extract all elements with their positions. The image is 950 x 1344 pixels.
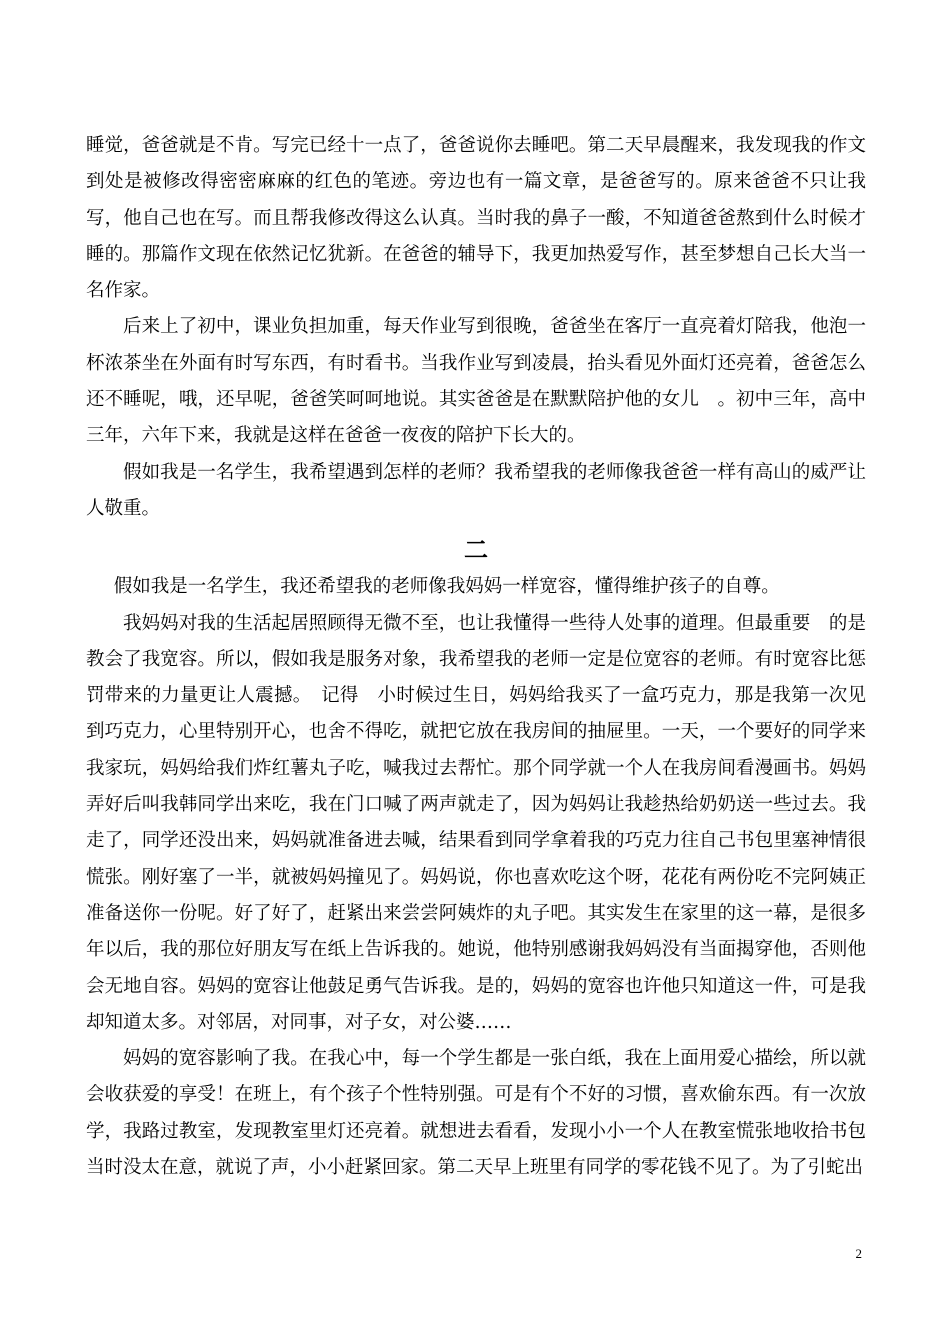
page-number: 2 (855, 1246, 862, 1261)
paragraph-2: 后来上了初中，课业负担加重，每天作业写到很晚，爸爸坐在客厅一直亮着灯陪我，他泡一杯浓茶坐在外面有时写东西，有时看书。当我作业写到凌晨，抬头看见外面灯还亮着，爸爸怎么还不睡呢，哦，还早呢，爸爸笑呵呵地说。其实爸爸是在默默陪护他的女儿 。初中三年，高中三年，六年下来，我就是这样在爸爸一夜夜的陪护下长大的。 (86, 316, 866, 447)
document-page (86, 128, 866, 1186)
section-heading: 二 (464, 536, 488, 565)
paragraph-3: 假如我是一名学生，我希望遇到怎样的老师？我希望我的老师像我爸爸一样有高山的威严让人敬重。 (86, 461, 866, 519)
paragraph-1: 睡觉，爸爸就是不肯。写完已经十一点了，爸爸说你去睡吧。第二天早晨醒来，我发现我的作文到处是被修改得密密麻麻的红色的笔迹。旁边也有一篇文章，是爸爸写的。原来爸爸不只让我写，他自己也在写。而且帮我修改得这么认真。当时我的鼻子一酸，不知道爸爸熬到什么时候才睡的。那篇作文现在依然记忆犹新。在爸爸的辅导下，我更加热爱写作，甚至梦想自己长大当一名作家。 (86, 135, 866, 302)
paragraph-6: 妈妈的宽容影响了我。在我心中，每一个学生都是一张白纸，我在上面用爱心描绘，所以就会收获爱的享受！在班上，有个孩子个性特别强。可是有个不好的习惯，喜欢偷东西。有一次放学，我路过教室，发现教室里灯还亮着。就想进去看看，发现小小一个人在教室慌张地收拾书包当时没太在意，就说了声，小小赶紧回家。第二天早上班里有同学的零花钱不见了。为了引蛇出 (86, 1048, 866, 1179)
paragraph-4: 假如我是一名学生，我还希望我的老师像我妈妈一样宽容，懂得维护孩子的自尊。 (113, 576, 780, 598)
paragraph-5: 我妈妈对我的生活起居照顾得无微不至，也让我懂得一些待人处事的道理。但最重要 的是教会了我宽容。所以，假如我是服务对象，我希望我的老师一定是位宽容的老师。有时宽容比惩罚带来的力量更让人震撼。 记得 小时候过生日，妈妈给我买了一盒巧克力，那是我第一次见到巧克力，心里特别开心，也舍不得吃，就把它放在我房间的抽屉里。一天，一个要好的同学来我家玩，妈妈给我们炸红薯丸子吃，喊我过去帮忙。那个同学就一个人在我房间看漫画书。妈妈弄好后叫我韩同学出来吃，我在门口喊了两声就走了，因为妈妈让我趁热给奶奶送一些过去。我走了，同学还没出来，妈妈就准备进去喊，结果看到同学拿着我的巧克力往自己书包里塞神情很慌张。刚好塞了一半，就被妈妈撞见了。妈妈说，你也喜欢吃这个呀，花花有两份吃不完阿姨正准备送你一份呢。好了好了，赶紧出来尝尝阿姨炸的丸子吧。其实发生在家里的这一幕，是很多年以后，我的那位好朋友写在纸上告诉我的。她说，他特别感谢我妈妈没有当面揭穿他，否则他会无地自容。妈妈的宽容让他鼓足勇气告诉我。是的，妈妈的宽容也许他只知道这一件，可是我却知道太多。对邻居，对同事，对子女，对公婆…… (86, 612, 866, 1033)
